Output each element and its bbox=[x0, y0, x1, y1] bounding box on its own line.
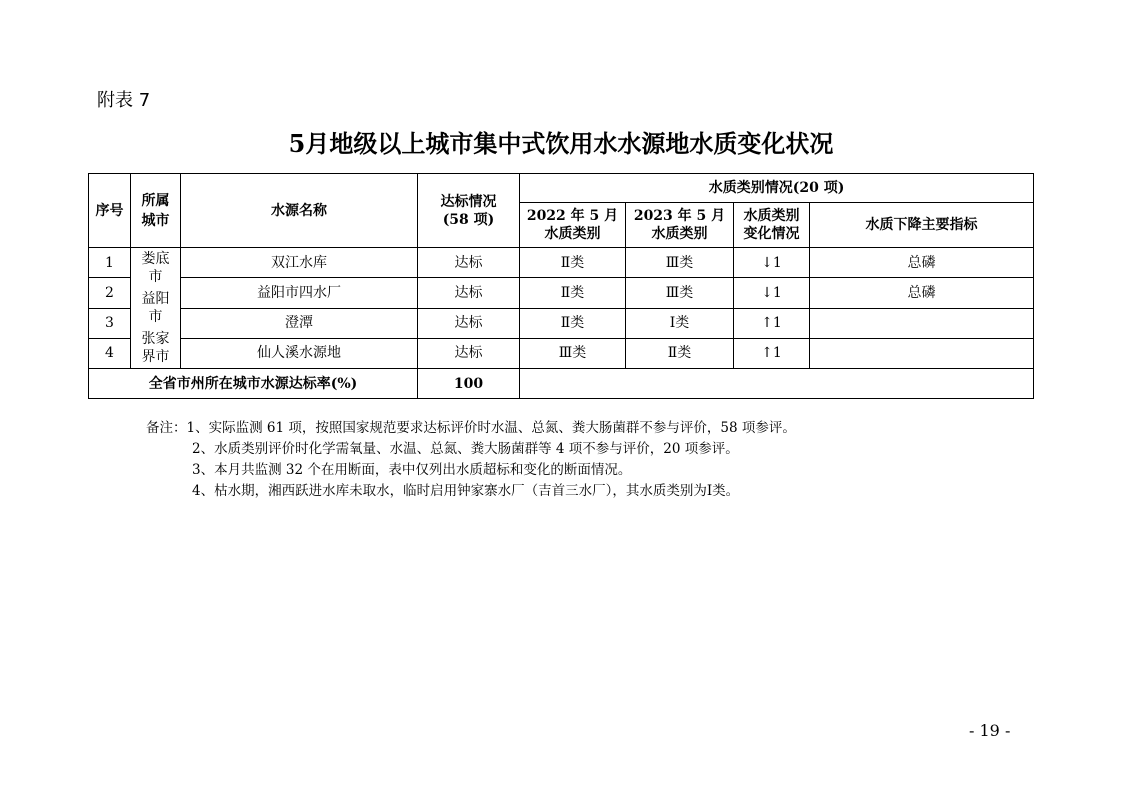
header-change bbox=[734, 203, 810, 248]
cell-cat-2022: Ⅲ类 bbox=[520, 338, 626, 368]
cell-city: 益阳市 bbox=[141, 291, 170, 325]
header-city-text: 所属城市 bbox=[141, 192, 170, 229]
cell-cat-2023: Ⅲ类 bbox=[626, 278, 734, 308]
header-cat-2023-sub: 水质类别 bbox=[651, 226, 708, 242]
table-footer-row bbox=[89, 369, 1034, 399]
cell-change: ↓1 bbox=[734, 278, 810, 308]
cell-source: 双江水库 bbox=[181, 248, 418, 278]
cell-indicator bbox=[810, 308, 1034, 338]
header-cat-2022-sub: 水质类别 bbox=[544, 226, 601, 242]
cell-seq: 2 bbox=[89, 278, 131, 308]
cell-compliance: 达标 bbox=[418, 278, 520, 308]
header-cat-2023 bbox=[626, 203, 734, 248]
cell-indicator: 总磷 bbox=[810, 248, 1034, 278]
note-line: 3、本月共监测 32 个在用断面，表中仅列出水质超标和变化的断面情况。 bbox=[192, 462, 632, 478]
header-cat-2022 bbox=[520, 203, 626, 248]
cell-cat-2022: Ⅱ类 bbox=[520, 248, 626, 278]
cell-cat-2023: Ⅲ类 bbox=[626, 248, 734, 278]
cell-compliance: 达标 bbox=[418, 338, 520, 368]
table-row bbox=[89, 278, 1034, 308]
footer-value: 100 bbox=[418, 369, 520, 399]
cell-seq: 3 bbox=[89, 308, 131, 338]
cell-cat-2023: Ⅱ类 bbox=[626, 338, 734, 368]
table-row bbox=[89, 338, 1034, 368]
cell-change: ↑1 bbox=[734, 308, 810, 338]
note-line: 4、枯水期，湘西跃进水库未取水，临时启用钟家寨水厂（吉首三水厂），其水质类别为Ⅰ类。 bbox=[192, 483, 740, 499]
cell-city: 张家界市 bbox=[141, 331, 170, 365]
cell-cat-2022: Ⅱ类 bbox=[520, 308, 626, 338]
cell-compliance: 达标 bbox=[418, 248, 520, 278]
cell-cat-2023: Ⅰ类 bbox=[626, 308, 734, 338]
cell-change: ↓1 bbox=[734, 248, 810, 278]
header-change-sub: 变化情况 bbox=[743, 226, 800, 242]
header-city bbox=[131, 174, 181, 248]
cell-source: 益阳市四水厂 bbox=[181, 278, 418, 308]
note-line: 2、水质类别评价时化学需氧量、水温、总氮、粪大肠菌群等 4 项不参与评价，20 项参评。 bbox=[192, 441, 739, 457]
header-cat-2023-text: 2023 年 5 月 bbox=[633, 208, 726, 224]
header-compliance bbox=[418, 174, 520, 248]
page-number: - 19 - bbox=[969, 721, 1011, 740]
header-change-text: 水质类别 bbox=[743, 208, 800, 224]
footer-empty bbox=[520, 369, 1034, 399]
header-indicator: 水质下降主要指标 bbox=[810, 203, 1034, 248]
attachment-label: 附表 7 bbox=[97, 90, 151, 111]
cell-indicator: 总磷 bbox=[810, 278, 1034, 308]
cell-seq: 1 bbox=[89, 248, 131, 278]
cell-seq: 4 bbox=[89, 338, 131, 368]
header-cat-2022-text: 2022 年 5 月 bbox=[526, 208, 619, 224]
cell-city-group bbox=[131, 248, 181, 369]
table-row bbox=[89, 308, 1034, 338]
header-source: 水源名称 bbox=[181, 174, 418, 248]
header-category-group: 水质类别情况(20 项) bbox=[520, 174, 1034, 203]
cell-source: 澄潭 bbox=[181, 308, 418, 338]
cell-cat-2022: Ⅱ类 bbox=[520, 278, 626, 308]
notes bbox=[146, 418, 796, 502]
cell-change: ↑1 bbox=[734, 338, 810, 368]
water-quality-table bbox=[88, 173, 1034, 399]
cell-indicator bbox=[810, 338, 1034, 368]
footer-label: 全省市州所在城市水源达标率(%) bbox=[89, 369, 418, 399]
cell-source: 仙人溪水源地 bbox=[181, 338, 418, 368]
header-compliance-sub: (58 项) bbox=[442, 211, 495, 228]
table-row bbox=[89, 248, 1034, 278]
header-seq: 序号 bbox=[89, 174, 131, 248]
cell-compliance: 达标 bbox=[418, 308, 520, 338]
header-compliance-text: 达标情况 bbox=[440, 193, 497, 210]
note-line: 备注：1、实际监测 61 项，按照国家规范要求达标评价时水温、总氮、粪大肠菌群不参与评价，58 项参评。 bbox=[146, 420, 796, 436]
page-title: 5月地级以上城市集中式饮用水水源地水质变化状况 bbox=[288, 129, 834, 158]
cell-city: 娄底市 bbox=[141, 251, 170, 285]
